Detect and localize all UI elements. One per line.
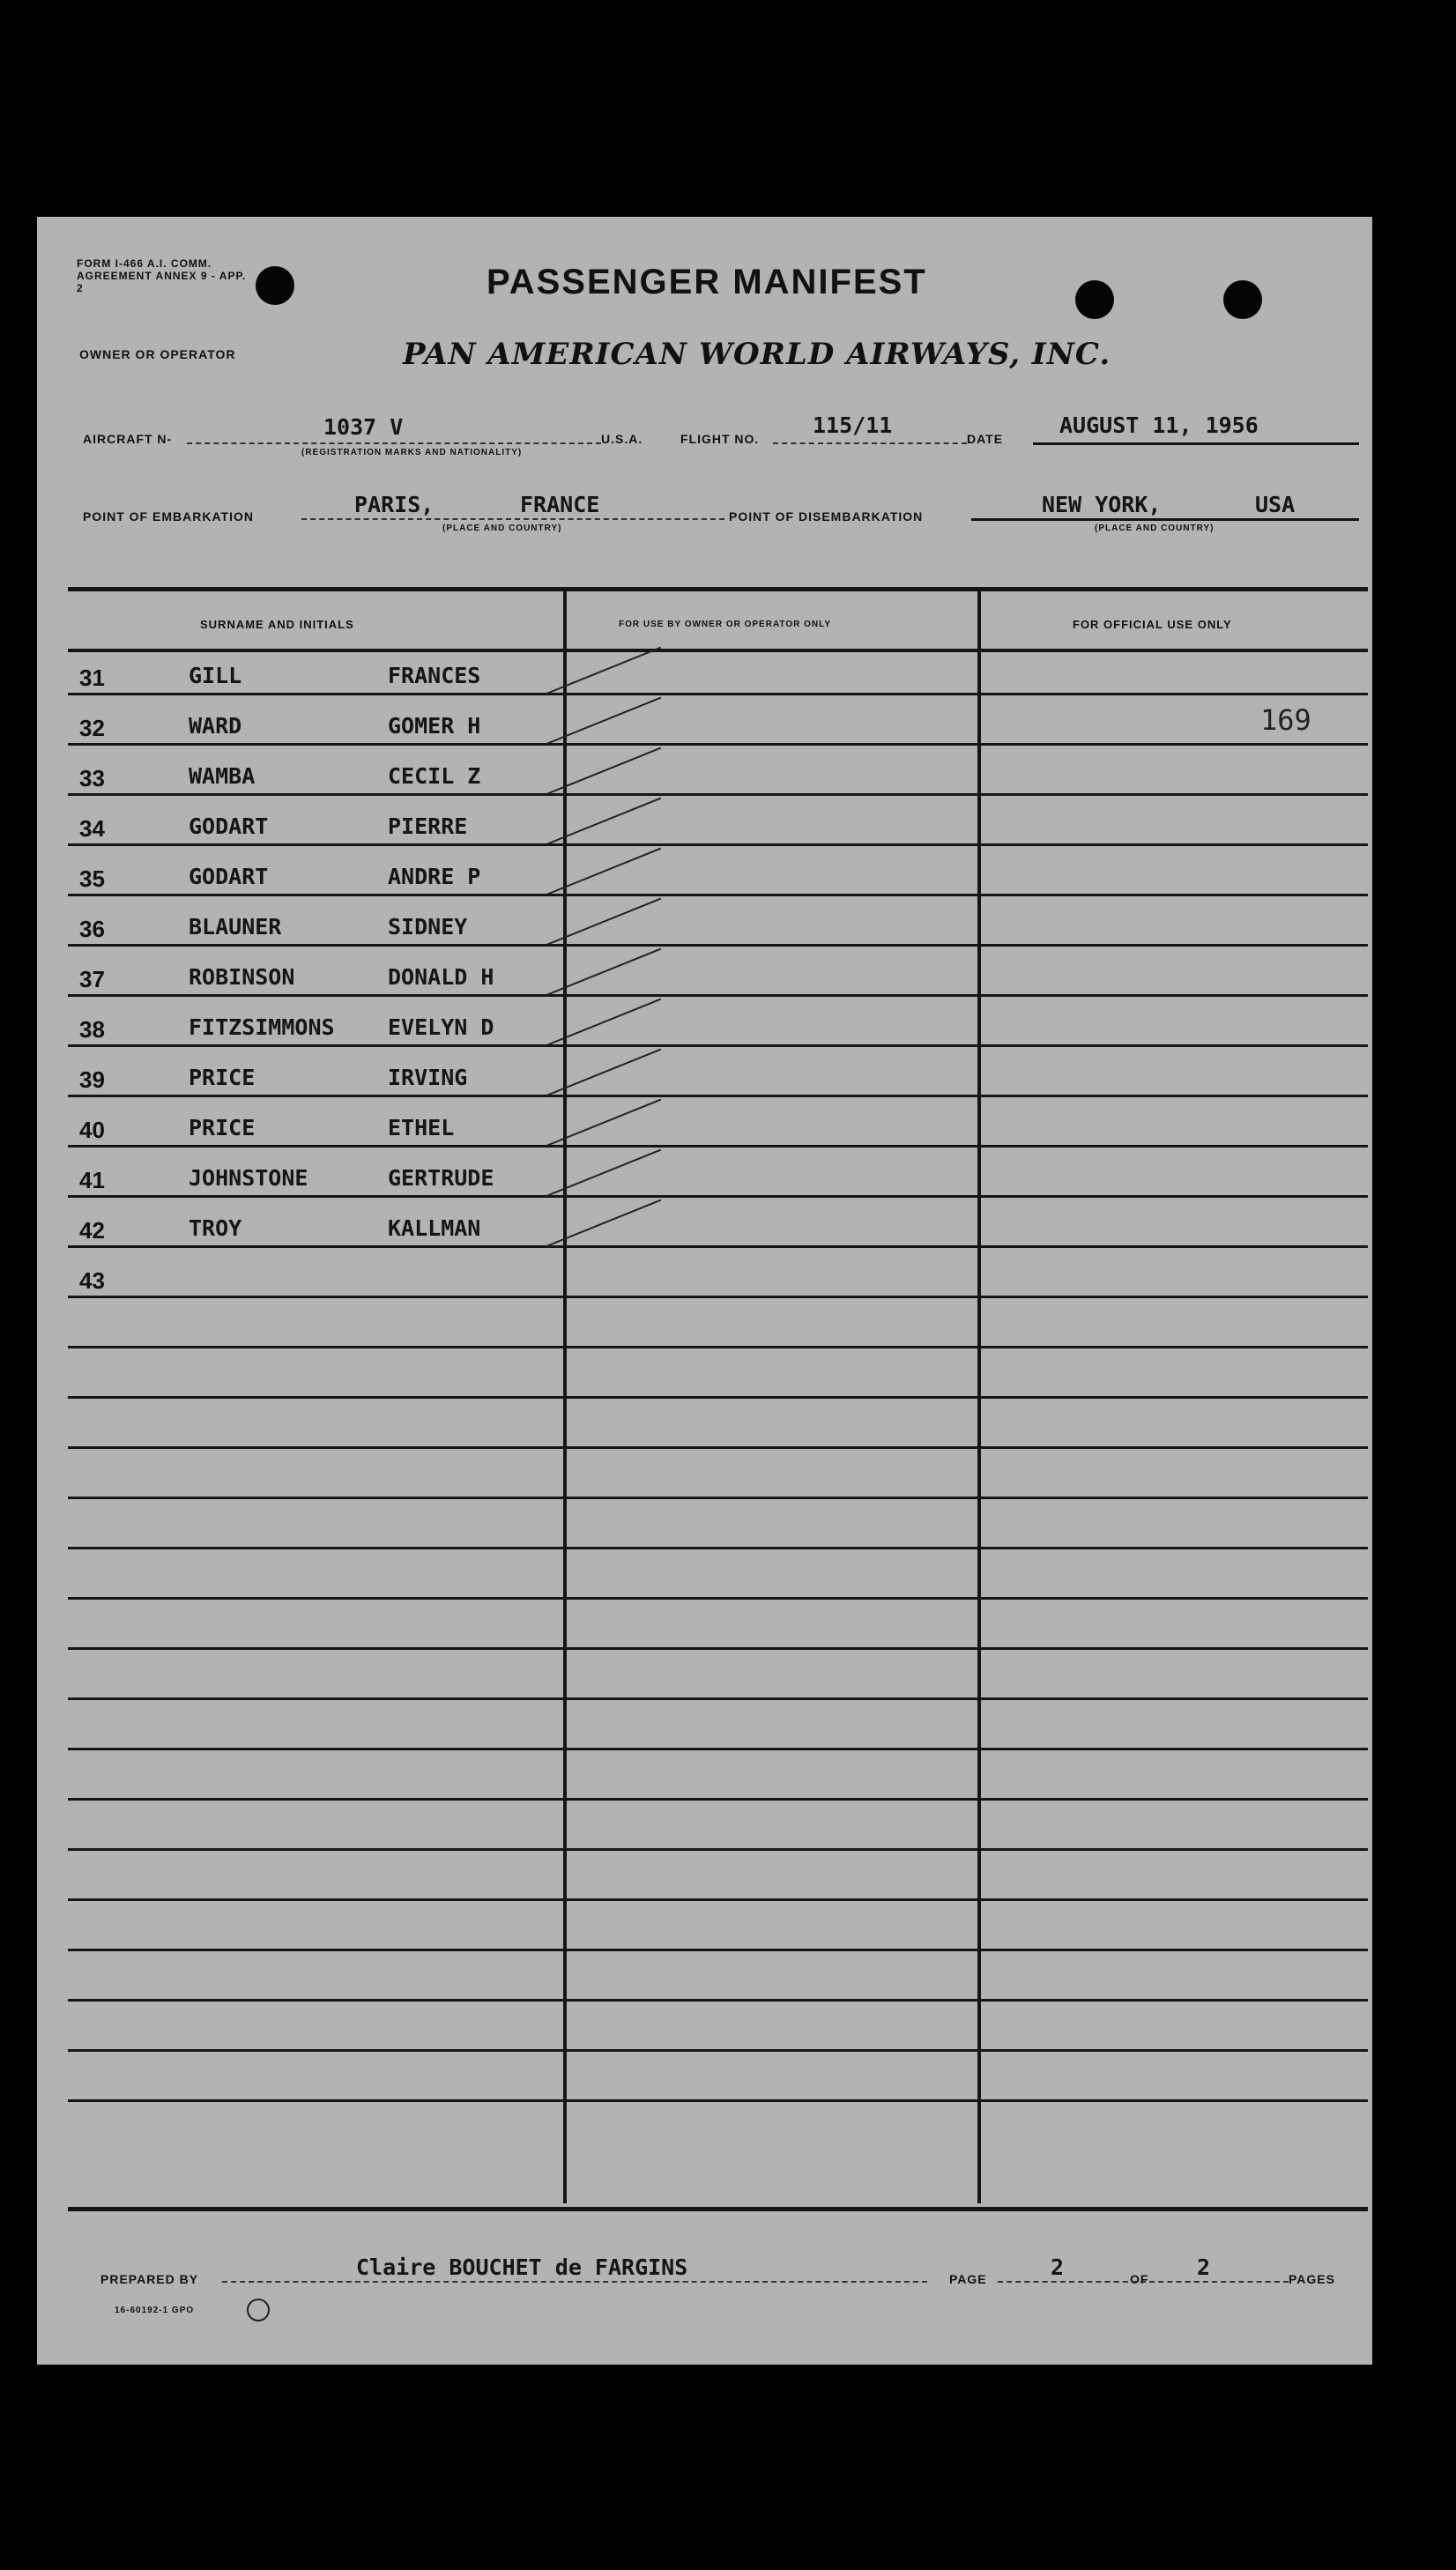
row-rule (68, 1497, 1368, 1499)
row-rule (68, 1748, 1368, 1750)
prepared-line (222, 2281, 927, 2284)
embark-city: PARIS, (354, 492, 435, 517)
flight-line (773, 442, 967, 446)
flight-value: 115/11 (813, 412, 893, 438)
passenger-surname: WARD (189, 713, 242, 739)
passenger-given-name: DONALD H (388, 964, 494, 990)
row-number: 33 (79, 765, 105, 791)
table-row (37, 1013, 1372, 1044)
passenger-surname: WAMBA (189, 763, 256, 789)
punch-hole-right-1 (1075, 280, 1114, 319)
row-rule (68, 1597, 1368, 1600)
table-row (37, 962, 1372, 994)
column-header-owner-use: FOR USE BY OWNER OR OPERATOR ONLY (619, 620, 831, 629)
of-label: OF (1130, 2272, 1149, 2286)
row-rule (68, 743, 1368, 746)
aircraft-line (187, 442, 601, 446)
row-rule (68, 994, 1368, 997)
row-rule (68, 1647, 1368, 1650)
row-number: 37 (79, 966, 105, 992)
table-row (37, 912, 1372, 944)
row-rule (68, 1145, 1368, 1148)
passenger-surname: GODART (189, 813, 269, 839)
passenger-given-name: GOMER H (388, 713, 481, 739)
table-row (37, 1113, 1372, 1145)
table-row (37, 1063, 1372, 1095)
table-row (37, 761, 1372, 793)
column-subheader-rule (567, 649, 977, 651)
row-rule (68, 2099, 1368, 2102)
table-row (37, 1264, 1372, 1296)
row-rule (68, 2049, 1368, 2052)
row-rule (68, 1898, 1368, 1901)
disembark-label: POINT OF DISEMBARKATION (729, 509, 924, 524)
row-rule (68, 1346, 1368, 1348)
passenger-given-name: ANDRE P (388, 864, 481, 889)
date-line (1033, 442, 1359, 445)
date-label: DATE (967, 432, 1004, 446)
aircraft-value: 1037 V (323, 414, 404, 440)
disembark-country: USA (1255, 492, 1296, 517)
row-number: 36 (79, 916, 105, 942)
union-label-icon (247, 2299, 270, 2321)
aircraft-label: AIRCRAFT N- (83, 432, 173, 446)
embark-line (301, 518, 724, 522)
row-rule (68, 1446, 1368, 1449)
row-number: 38 (79, 1016, 105, 1043)
row-number: 42 (79, 1217, 105, 1244)
row-rule (68, 1044, 1368, 1047)
manifest-form (37, 217, 1372, 2365)
punch-hole-right-2 (1223, 280, 1262, 319)
row-rule (68, 1949, 1368, 1951)
passenger-given-name: GERTRUDE (388, 1165, 494, 1191)
passenger-given-name: FRANCES (388, 663, 481, 688)
owner-name: PAN AMERICAN WORLD AIRWAYS, INC. (403, 337, 1111, 372)
passenger-given-name: IRVING (388, 1065, 468, 1090)
row-number: 41 (79, 1167, 105, 1193)
column-header-name: SURNAME AND INITIALS (200, 618, 354, 631)
disembark-line (971, 518, 1359, 521)
row-rule (68, 793, 1368, 796)
row-rule (68, 1999, 1368, 2002)
table-bottom-rule (68, 2207, 1368, 2211)
pages-label: PAGES (1289, 2272, 1335, 2286)
passenger-surname: PRICE (189, 1065, 256, 1090)
table-row (37, 812, 1372, 843)
page-line (998, 2281, 1289, 2284)
aircraft-caption: (REGISTRATION MARKS AND NATIONALITY) (301, 448, 523, 457)
embark-caption: (PLACE AND COUNTRY) (442, 524, 562, 533)
row-number: 34 (79, 815, 105, 842)
row-rule (68, 1195, 1368, 1198)
passenger-given-name: CECIL Z (388, 763, 481, 789)
passenger-given-name: EVELYN D (388, 1014, 494, 1040)
row-rule (68, 1547, 1368, 1549)
official-note: 169 (1260, 703, 1311, 737)
table-row (37, 1163, 1372, 1195)
disembark-caption: (PLACE AND COUNTRY) (1095, 524, 1215, 533)
row-rule (68, 1848, 1368, 1851)
date-value: AUGUST 11, 1956 (1059, 412, 1259, 438)
row-rule (68, 944, 1368, 947)
passenger-surname: PRICE (189, 1115, 256, 1140)
footer-code: 16-60192-1 GPO (115, 2306, 195, 2315)
table-row (37, 711, 1372, 743)
passenger-surname: JOHNSTONE (189, 1165, 308, 1191)
passenger-surname: TROY (189, 1215, 242, 1241)
passenger-given-name: KALLMAN (388, 1215, 481, 1241)
row-rule (68, 1798, 1368, 1801)
passenger-surname: GODART (189, 864, 269, 889)
row-rule (68, 693, 1368, 695)
page-number: 2 (1051, 2254, 1065, 2280)
punch-hole-left (256, 266, 294, 305)
prepared-by-value: Claire BOUCHET de FARGINS (356, 2254, 688, 2280)
passenger-surname: BLAUNER (189, 914, 282, 940)
passenger-given-name: ETHEL (388, 1115, 455, 1140)
page-label: PAGE (949, 2272, 987, 2286)
passenger-surname: ROBINSON (189, 964, 295, 990)
row-number: 43 (79, 1267, 105, 1294)
table-row (37, 661, 1372, 693)
disembark-city: NEW YORK, (1042, 492, 1162, 517)
row-number: 31 (79, 665, 105, 691)
row-rule (68, 1245, 1368, 1248)
row-number: 39 (79, 1066, 105, 1093)
usa-label: U.S.A. (601, 432, 643, 446)
row-rule (68, 1095, 1368, 1097)
row-rule (68, 894, 1368, 896)
row-rule (68, 1697, 1368, 1700)
prepared-by-label: PREPARED BY (100, 2272, 199, 2286)
pages-total: 2 (1197, 2254, 1211, 2280)
row-rule (68, 1396, 1368, 1399)
embark-label: POINT OF EMBARKATION (83, 509, 254, 524)
table-row (37, 862, 1372, 894)
passenger-given-name: PIERRE (388, 813, 468, 839)
form-code: FORM I-466 A.I. COMM. AGREEMENT ANNEX 9 - APP. 2 (77, 257, 247, 294)
row-number: 35 (79, 865, 105, 892)
row-rule (68, 843, 1368, 846)
passenger-surname: FITZSIMMONS (189, 1014, 335, 1040)
page-title: PASSENGER MANIFEST (487, 263, 927, 301)
flight-label: FLIGHT NO. (680, 432, 760, 446)
table-row (37, 1214, 1372, 1245)
table-top-rule (68, 587, 1368, 591)
passenger-surname: GILL (189, 663, 242, 688)
row-rule (68, 1296, 1368, 1298)
row-number: 32 (79, 715, 105, 741)
passenger-given-name: SIDNEY (388, 914, 468, 940)
column-header-official: FOR OFFICIAL USE ONLY (1073, 618, 1232, 631)
embark-country: FRANCE (520, 492, 600, 517)
owner-label: OWNER OR OPERATOR (79, 347, 236, 361)
row-number: 40 (79, 1117, 105, 1143)
